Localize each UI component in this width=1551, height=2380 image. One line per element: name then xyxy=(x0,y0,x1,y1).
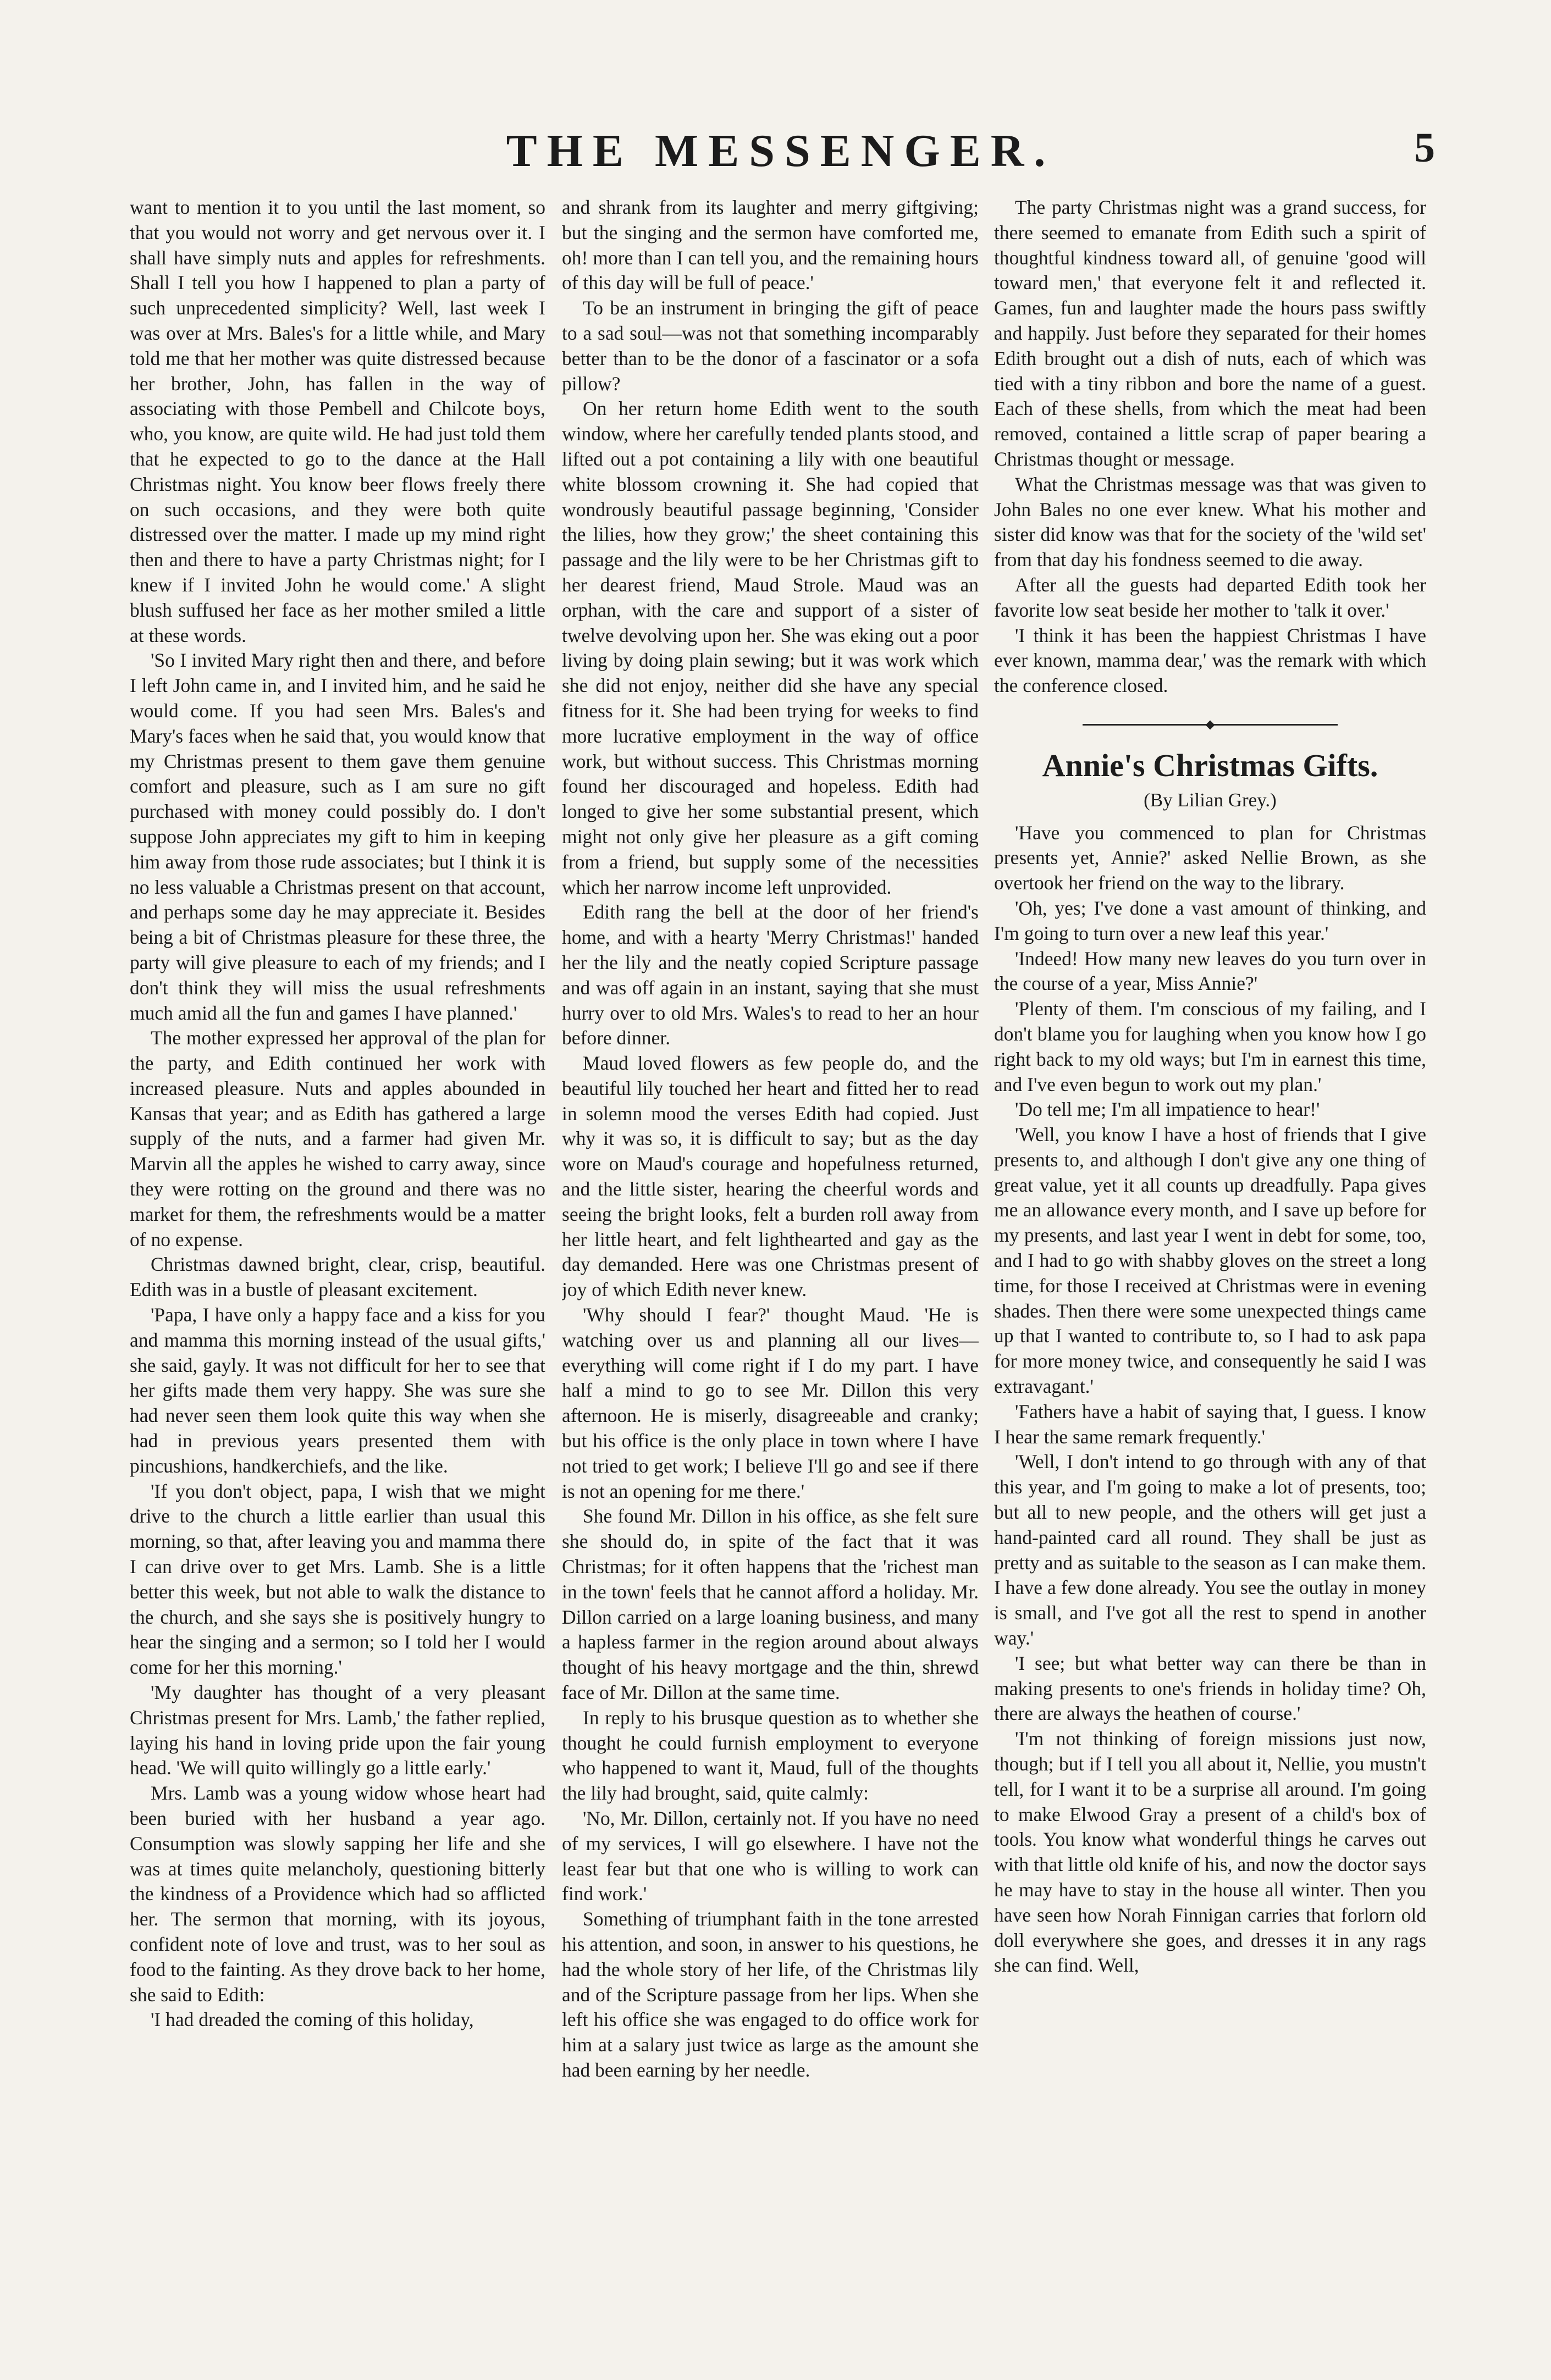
paragraph: 'Indeed! How many new leaves do you turn over in the course of a year, Miss Annie?' xyxy=(994,947,1426,995)
paragraph: To be an instrument in bringing the gift of peace to a sad soul—was not that something incomparably better than to be the donor of a fascinator or a sofa pillow? xyxy=(562,297,979,395)
paragraph: 'So I invited Mary right then and there, and before I left John came in, and I invited him, and he said he would come. If you had seen Mrs. Bales's and Mary's faces when he said that, you would know that my Christmas present to them gave them genuine comfort and pleasure, such as I am sure no gift purchased with money could possibly do. I don't suppose John appreciates my gift to him in keeping him away from those rude associates; but I think it is no less valuable a Christmas present on that account, and perhaps some day he may appreciate it. Besides being a bit of Christmas pleasure for these three, the party will give pleasure to each of my friends; and I don't think they will miss the usual refreshments much amid all the fun and games I have planned.' xyxy=(130,649,545,1024)
paragraph: On her return home Edith went to the south window, where her carefully tended plants stood, and lifted out a pot containing a lily with one beautiful white blossom crowning it. She had copied that wondrously beautiful passage beginning, 'Consider the lilies, how they grow;' the sheet containing this passage and the lily were to be her Christmas gift to her dearest friend, Maud Strole. Maud was an orphan, with the care and support of a sister of twelve devolving upon her. She was eking out a poor living by doing plain sewing; but it was work which she did not enjoy, neither did she have any special fitness for it. She had been trying for weeks to find more lucrative employment in the way of office work, but without success. This Christmas morning found her discouraged and hopeless. Edith had longed to give her some substantial present, which might not only give her pleasure as a gift coming from a friend, but supply some of the necessities which her narrow income left unprovided. xyxy=(562,397,979,898)
paragraph: Something of triumphant faith in the tone arrested his attention, and soon, in answer to his questions, he had the whole story of her life, of the Christmas lily and of the Scripture passage from her lips. When she left his office she was engaged to do office work for him at a salary just twice as large as the amount she had been earning by her needle. xyxy=(562,1908,979,2081)
paragraph: 'Fathers have a habit of saying that, I guess. I know I hear the same remark frequently.' xyxy=(994,1400,1426,1448)
paragraph: 'Why should I fear?' thought Maud. 'He is watching over us and planning all our lives—everything will come right if I do my part. I have half a mind to go to see Mr. Dillon this very afternoon. He is miserly, disagreeable and cranky; but his office is the only place in town where I have not tried to get work; I believe I'll go and see if there is not an opening for me there.' xyxy=(562,1304,979,1502)
masthead-title: THE MESSENGER. xyxy=(506,125,1056,176)
paragraph: 'Have you commenced to plan for Christmas presents yet, Annie?' asked Nellie Brown, as she overtook her friend on the way to the library. xyxy=(994,821,1426,894)
paragraph: 'My daughter has thought of a very pleasant Christmas present for Mrs. Lamb,' the father replied, laying his hand in loving pride upon the fair young head. 'We will quito willingly go a little early.' xyxy=(130,1681,545,1779)
paragraph: Maud loved flowers as few people do, and the beautiful lily touched her heart and fitted her to read in solemn mood the verses Edith had copied. Just why it was so, it is difficult to say; but as the day wore on Maud's courage and hopefulness returned, and the little sister, hearing the cheerful words and seeing the bright looks, felt a burden roll away from her little heart, and felt lighthearted and gay as the day demanded. Here was one Christmas present of joy of which Edith never knew. xyxy=(562,1052,979,1301)
paragraph: and shrank from its laughter and merry giftgiving; but the singing and the sermon have comforted me, oh! more than I can tell you, and the remaining hours of this day will be full of peace.' xyxy=(562,196,979,294)
paragraph: After all the guests had departed Edith took her favorite low seat beside her mother to 'talk it over.' xyxy=(994,573,1426,621)
paragraph: 'Papa, I have only a happy face and a kiss for you and mamma this morning instead of the usual gifts,' she said, gayly. It was not difficult for her to see that her gifts made them very happy. She was sure she had never seen them look quite this way when she had in previous years presented them with pincushions, handkerchiefs, and the like. xyxy=(130,1304,545,1477)
paragraph: 'I see; but what better way can there be than in making presents to one's friends in holiday time? Oh, there are always the heathen of course.' xyxy=(994,1652,1426,1725)
paragraph: What the Christmas message was that was given to John Bales no one ever knew. What his mother and sister did know was that for the society of the 'wild set' from that day his fondness seemed to die away. xyxy=(994,473,1426,571)
paragraph: Christmas dawned bright, clear, crisp, beautiful. Edith was in a bustle of pleasant excitement. xyxy=(130,1253,545,1301)
paragraph: In reply to his brusque question as to whether she thought he could furnish employment to everyone who happened to want it, Maud, full of the thoughts the lily had brought, said, quite calmly: xyxy=(562,1706,979,1805)
paragraph: 'Oh, yes; I've done a vast amount of thinking, and I'm going to turn over a new leaf this year.' xyxy=(994,896,1426,944)
paragraph: 'I had dreaded the coming of this holiday, xyxy=(151,2008,474,2031)
paragraph: 'Well, you know I have a host of friends that I give presents to, and although I don't give any one thing of great value, yet it all counts up dreadfully. Papa gives me an allowance every month, and I save up before for my presents, and last year I went in debt for some, too, and I had to go with shabby gloves on the street a long time, for those I received at Christmas were in evening shades. Then there were some unexpected things came up that I wanted to contribute to, so I had to ask papa for more money twice, and consequently he said I was extravagant.' xyxy=(994,1123,1426,1398)
paragraph: The mother expressed her approval of the plan for the party, and Edith continued her work with increased pleasure. Nuts and apples abounded in Kansas that year; and as Edith has gathered a large supply of the nuts, and a farmer had given Mr. Marvin all the apples he wished to carry away, since they were rotting on the ground and there was no market for them, the refreshments would be a matter of no expense. xyxy=(130,1027,545,1250)
paragraph: 'I think it has been the happiest Christmas I have ever known, mamma dear,' was the remark with which the conference closed. xyxy=(994,624,1426,697)
column-2 xyxy=(562,195,979,2328)
page-header xyxy=(126,120,1435,180)
story-byline: (By Lilian Grey.) xyxy=(1144,789,1277,811)
paragraph: She found Mr. Dillon in his office, as she felt sure she should do, in spite of the fact that it was Christmas; for it often happens that the 'richest man in the town' feels that he cannot afford a holiday. Mr. Dillon carried on a large loaning business, and many a hapless farmer in the region around about always thought of his heavy mortgage and the thin, shrewd face of Mr. Dillon at the same time. xyxy=(562,1505,979,1704)
story-title: Annie's Christmas Gifts. xyxy=(1042,747,1378,783)
column-3 xyxy=(994,195,1426,2328)
paragraph: Mrs. Lamb was a young widow whose heart had been buried with her husband a year ago. Consumption was slowly sapping her life and she was at times quite melancholy, questioning bitterly the kindness of a Providence which had so afflicted her. The sermon that morning, with its joyous, confident note of love and trust, was to her soul as food to the fainting. As they drove back to her home, she said to Edith: xyxy=(130,1782,545,2006)
paragraph: Edith rang the bell at the door of her friend's home, and with a hearty 'Merry Christmas!' handed her the lily and the neatly copied Scripture passage and was off again in an instant, saying that she must hurry over to old Mrs. Wales's to read to her an hour before dinner. xyxy=(562,901,979,1049)
paragraph: The party Christmas night was a grand success, for there seemed to emanate from Edith such a spirit of thoughtful kindness toward all, of genuine 'good will toward men,' that everyone felt it and reflected it. Games, fun and laughter made the hours pass swiftly and happily. Just before they separated for their homes Edith brought out a dish of nuts, each of which was tied with a tiny ribbon and bore the name of a guest. Each of these shells, from which the meat had been removed, contained a little scrap of paper bearing a Christmas thought or message. xyxy=(994,196,1426,470)
paragraph: 'No, Mr. Dillon, certainly not. If you have no need of my services, I will go elsewhere. I have not the least fear but that one who is willing to work can find work.' xyxy=(562,1807,979,1905)
paragraph: 'I'm not thinking of foreign missions just now, though; but if I tell you all about it, Nellie, you mustn't tell, for I want it to be a surprise all around. I'm going to make Elwood Gray a present of a child's box of tools. You know what wonderful things he carves out with that little old knife of his, and now the doctor says he may have to stay in the house all winter. Then you have seen how Norah Finnigan carries that forlorn old doll everywhere she goes, and dresses it in any rags she can find. Well, xyxy=(994,1728,1426,1977)
paragraph: 'Well, I don't intend to go through with any of that this year, and I'm going to make a lot of presents, too; but all to new people, and the others will get just a hand-painted card all round. They shall be just as pretty and as suitable to the season as I can make them. I have a few done already. You see the outlay in money is small, and I've got all the rest to spend in another way.' xyxy=(994,1451,1426,1650)
column-1 xyxy=(130,195,545,2328)
story-divider xyxy=(994,711,1426,736)
paragraph: 'Do tell me; I'm all impatience to hear!' xyxy=(1015,1098,1320,1121)
paragraph: want to mention it to you until the last moment, so that you would not worry and get nervous over it. I shall have simply nuts and apples for refreshments. Shall I tell you how I happened to plan a party of such unprecedented simplicity? Well, last week I was over at Mrs. Bales's for a little while, and Mary told me that her mother was quite distressed because her brother, John, has fallen in the way of associating with those Pembell and Chilcote boys, who, you know, are quite wild. He had just told them that he expected to go to the dance at the Hall Christmas night. You know beer flows freely there on such occasions, and they were both quite distressed over the matter. I made up my mind right then and there to have a party Christmas night; for I knew if I invited John he would come.' A slight blush suffused her face as her mother smiled a little at these words. xyxy=(130,196,545,646)
paragraph: 'If you don't object, papa, I wish that we might drive to the church a little earlier than usual this morning, so that, after leaving you and mamma there I can drive over to get Mrs. Lamb. She is a little better this week, but not able to walk the distance to the church, and she says she is positively hungry to hear the singing and a sermon; so I told her I would come for her this morning.' xyxy=(130,1480,545,1679)
paragraph: 'Plenty of them. I'm conscious of my failing, and I don't blame you for laughing when you know how I go right back to my old ways; but I'm in earnest this time, and I've even begun to work out my plan.' xyxy=(994,998,1426,1095)
page-number: 5 xyxy=(1414,125,1435,171)
